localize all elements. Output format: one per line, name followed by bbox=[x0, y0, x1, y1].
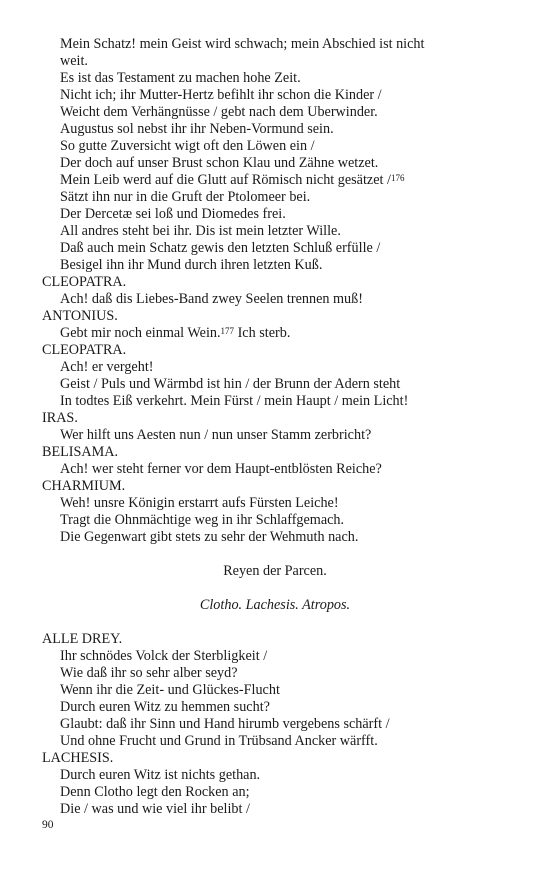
line-text: ANTONIUS. bbox=[42, 308, 118, 324]
verse-line bbox=[0, 53, 550, 70]
blank-line bbox=[0, 546, 550, 563]
verse-line bbox=[0, 767, 550, 784]
line-text: Die / was und wie viel ihr belibt / bbox=[60, 801, 250, 817]
verse-line bbox=[0, 682, 550, 699]
section-heading bbox=[0, 597, 550, 614]
verse-line bbox=[0, 138, 550, 155]
speaker-label bbox=[0, 410, 550, 427]
footnote-marker: 177 bbox=[220, 326, 235, 336]
verse-line bbox=[0, 512, 550, 529]
line-text: Und ohne Frucht und Grund in Trübsand Ancker wärfft. bbox=[60, 733, 378, 749]
speaker-label bbox=[0, 274, 550, 291]
line-text-continued: Ich sterb. bbox=[234, 325, 291, 341]
text-body bbox=[0, 36, 550, 818]
verse-line bbox=[0, 784, 550, 801]
verse-line bbox=[0, 172, 550, 189]
line-text: Weicht dem Verhängnüsse / gebt nach dem Uberwinder. bbox=[60, 104, 378, 120]
line-text: Durch euren Witz zu hemmen sucht? bbox=[60, 699, 270, 715]
line-text: Mein Schatz! mein Geist wird schwach; mein Abschied ist nicht bbox=[60, 36, 425, 52]
line-text: Ach! wer steht ferner vor dem Haupt-entblösten Reiche? bbox=[60, 461, 382, 477]
line-text: All andres steht bei ihr. Dis ist mein letzter Wille. bbox=[60, 223, 341, 239]
verse-line bbox=[0, 393, 550, 410]
line-text: Mein Leib werd auf die Glutt auf Römisch nicht gesätzet / bbox=[60, 172, 391, 188]
line-text: Glaubt: daß ihr Sinn und Hand hirumb vergebens schärft / bbox=[60, 716, 390, 732]
line-text: Ach! daß dis Liebes-Band zwey Seelen trennen muß! bbox=[60, 291, 363, 307]
verse-line bbox=[0, 70, 550, 87]
line-text: Wenn ihr die Zeit- und Glückes-Flucht bbox=[60, 682, 280, 698]
line-text: Nicht ich; ihr Mutter-Hertz befihlt ihr schon die Kinder / bbox=[60, 87, 382, 103]
line-text: Durch euren Witz ist nichts gethan. bbox=[60, 767, 261, 783]
verse-line bbox=[0, 87, 550, 104]
line-text: Wie daß ihr so sehr alber seyd? bbox=[60, 665, 238, 681]
line-text: weit. bbox=[60, 53, 88, 69]
verse-line bbox=[0, 104, 550, 121]
verse-line bbox=[0, 461, 550, 478]
line-text: CLEOPATRA. bbox=[42, 274, 127, 290]
speaker-label bbox=[0, 478, 550, 495]
line-text: Wer hilft uns Aesten nun / nun unser Stamm zerbricht? bbox=[60, 427, 372, 443]
speaker-label bbox=[0, 750, 550, 767]
verse-line bbox=[0, 801, 550, 818]
footnote-marker: 176 bbox=[390, 173, 405, 183]
page-number: 90 bbox=[42, 819, 54, 831]
line-text: Gebt mir noch einmal Wein. bbox=[60, 325, 221, 341]
speaker-label bbox=[0, 444, 550, 461]
line-text: Clotho. Lachesis. Atropos. bbox=[199, 597, 351, 613]
verse-line bbox=[0, 36, 550, 53]
verse-line bbox=[0, 495, 550, 512]
speaker-label bbox=[0, 342, 550, 359]
line-text: IRAS. bbox=[42, 410, 78, 426]
verse-line bbox=[0, 529, 550, 546]
line-text: Geist / Puls und Wärmbd ist hin / der Brunn der Adern steht bbox=[60, 376, 401, 392]
verse-line bbox=[0, 648, 550, 665]
verse-line bbox=[0, 189, 550, 206]
line-text: LACHESIS. bbox=[42, 750, 114, 766]
line-text: Augustus sol nebst ihr ihr Neben-Vormund sein. bbox=[60, 121, 334, 137]
line-text: Der doch auf unser Brust schon Klau und Zähne wetzet. bbox=[60, 155, 379, 171]
line-text: In todtes Eiß verkehrt. Mein Fürst / mein Haupt / mein Licht! bbox=[60, 393, 409, 409]
section-heading bbox=[0, 563, 550, 580]
line-text: So gutte Zuversicht wigt oft den Löwen ein / bbox=[60, 138, 315, 154]
verse-line bbox=[0, 699, 550, 716]
line-text: Reyen der Parcen. bbox=[223, 563, 327, 579]
line-text: BELISAMA. bbox=[42, 444, 119, 460]
line-text: Besigel ihn ihr Mund durch ihren letzten Kuß. bbox=[60, 257, 323, 273]
line-text: CHARMIUM. bbox=[42, 478, 126, 494]
line-text: Der Dercetæ sei loß und Diomedes frei. bbox=[60, 206, 286, 222]
verse-line bbox=[0, 155, 550, 172]
line-text: Tragt die Ohnmächtige weg in ihr Schlaffgemach. bbox=[60, 512, 345, 528]
verse-line bbox=[0, 733, 550, 750]
verse-line bbox=[0, 291, 550, 308]
verse-line bbox=[0, 240, 550, 257]
line-text: Daß auch mein Schatz gewis den letzten Schluß erfülle / bbox=[60, 240, 381, 256]
verse-line bbox=[0, 257, 550, 274]
verse-line bbox=[0, 325, 550, 342]
line-text: Denn Clotho legt den Rocken an; bbox=[60, 784, 250, 800]
line-text: ALLE DREY. bbox=[42, 631, 123, 647]
verse-line bbox=[0, 359, 550, 376]
verse-line bbox=[0, 665, 550, 682]
speaker-label bbox=[0, 631, 550, 648]
line-text: CLEOPATRA. bbox=[42, 342, 127, 358]
blank-line bbox=[0, 614, 550, 631]
verse-line bbox=[0, 121, 550, 138]
line-text: Die Gegenwart gibt stets zu sehr der Wehmuth nach. bbox=[60, 529, 359, 545]
blank-line bbox=[0, 580, 550, 597]
line-text: Ach! er vergeht! bbox=[60, 359, 154, 375]
line-text: Sätzt ihn nur in die Gruft der Ptolomeer bei. bbox=[60, 189, 311, 205]
verse-line bbox=[0, 376, 550, 393]
line-text: Es ist das Testament zu machen hohe Zeit. bbox=[60, 70, 301, 86]
verse-line bbox=[0, 206, 550, 223]
line-text: Weh! unsre Königin erstarrt aufs Fürsten Leiche! bbox=[60, 495, 339, 511]
verse-line bbox=[0, 223, 550, 240]
verse-line bbox=[0, 427, 550, 444]
line-text: Ihr schnödes Volck der Sterbligkeit / bbox=[60, 648, 268, 664]
speaker-label bbox=[0, 308, 550, 325]
verse-line bbox=[0, 716, 550, 733]
